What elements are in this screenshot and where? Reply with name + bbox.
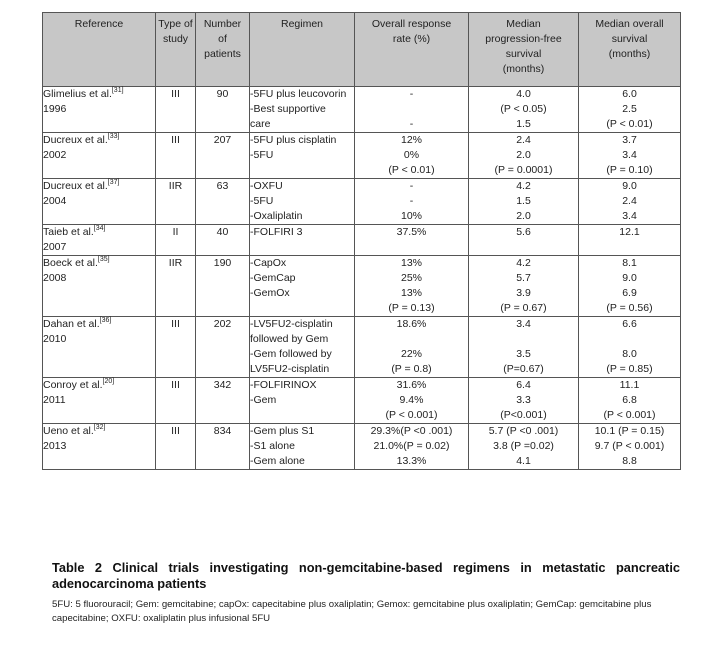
cell-line: 29.3%(P <0 .001) <box>370 425 453 437</box>
cell-line: (P = 0.0001) <box>494 164 553 176</box>
header-line: Type of <box>158 18 193 30</box>
overall-response-cell <box>355 179 469 225</box>
cell-line: -S1 alone <box>250 440 295 452</box>
citation-number: [34] <box>93 224 106 232</box>
median-pfs-cell <box>469 225 579 256</box>
header-line: rate (%) <box>392 33 431 45</box>
cell-line: 8.0 <box>622 348 637 360</box>
number-of-patients-cell: 40 <box>196 225 250 256</box>
header-line: patients <box>204 48 241 60</box>
median-pfs-cell <box>469 317 579 378</box>
type-of-study-cell: III <box>156 133 196 179</box>
cell-line: (P = 0.13) <box>388 302 435 314</box>
median-os-cell <box>579 87 681 133</box>
cell-line: -GemOx <box>250 287 290 299</box>
year-text: 2013 <box>43 440 67 452</box>
cell-line: -FOLFIRINOX <box>250 379 317 391</box>
median-os-cell <box>579 317 681 378</box>
regimen-cell <box>250 424 355 470</box>
reference-cell <box>43 225 156 256</box>
cell-line: 37.5% <box>396 226 427 238</box>
cell-line: 3.8 (P =0.02) <box>493 440 554 452</box>
cell-line: 12.1 <box>619 226 640 238</box>
cell-line: 5.7 (P <0 .001) <box>488 425 559 437</box>
type-of-study-cell: III <box>156 424 196 470</box>
median-os-cell <box>579 378 681 424</box>
cell-line: 5.7 <box>516 272 531 284</box>
cell-line: 4.0 <box>516 88 531 100</box>
cell-line: 1.5 <box>516 118 531 130</box>
year-text: 2010 <box>43 333 67 345</box>
number-of-patients-cell: 834 <box>196 424 250 470</box>
type-of-study-cell: III <box>156 317 196 378</box>
table-row-4 <box>43 225 681 256</box>
header-line: survival <box>611 33 648 45</box>
overall-response-cell <box>355 378 469 424</box>
overall-response-cell <box>355 256 469 317</box>
cell-line: 4.2 <box>516 257 531 269</box>
table-footnote: 5FU: 5 fluorouracil; Gem: gemcitabine; capOx: capecitabine plus oxaliplatin; Gemox: gemcitabine plus oxaliplatin; GemCap: gemcitabine plus capecitabine; OXFU: oxaliplatin plus infusional 5FU <box>52 599 652 624</box>
type-of-study-cell: III <box>156 87 196 133</box>
cell-line: 22% <box>400 348 422 360</box>
cell-line: 13% <box>400 257 422 269</box>
header-line: Median <box>506 18 541 30</box>
year-text: 2007 <box>43 241 67 253</box>
overall-response-cell <box>355 225 469 256</box>
cell-line <box>355 332 468 347</box>
header-number-of-patients <box>196 13 250 87</box>
citation-number: [20] <box>102 377 115 385</box>
year-text: 1996 <box>43 103 67 115</box>
cell-line: (P = 0.56) <box>606 302 653 314</box>
cell-line: 5.6 <box>516 226 531 238</box>
cell-line: -5FU plus cisplatin <box>250 134 337 146</box>
cell-line: followed by Gem <box>250 333 329 345</box>
citation-number: [33] <box>107 132 120 140</box>
cell-line: 4.2 <box>516 180 531 192</box>
cell-line: (P = 0.8) <box>391 363 432 375</box>
cell-line: -Gem <box>250 394 277 406</box>
cell-line: - <box>409 195 414 207</box>
cell-line: (P = 0.85) <box>606 363 653 375</box>
cell-line <box>469 332 578 347</box>
type-of-study-cell: IIR <box>156 256 196 317</box>
table-row-7 <box>43 378 681 424</box>
header-line: Number of <box>203 18 242 45</box>
header-line: study <box>162 33 189 45</box>
overall-response-cell <box>355 87 469 133</box>
cell-line: - <box>409 118 414 130</box>
cell-line: 13% <box>400 287 422 299</box>
median-os-cell <box>579 256 681 317</box>
year-text: 2004 <box>43 195 67 207</box>
cell-line: 3.4 <box>622 210 637 222</box>
cell-line: -CapOx <box>250 257 287 269</box>
cell-line: -5FU plus leucovorin <box>250 88 347 100</box>
header-overall-response-rate <box>355 13 469 87</box>
median-pfs-cell <box>469 378 579 424</box>
author-text: Dahan et al. <box>43 318 100 330</box>
cell-line: 6.8 <box>622 394 637 406</box>
cell-line: 11.1 <box>619 379 640 391</box>
cell-line: -LV5FU2-cisplatin <box>250 318 333 330</box>
reference-cell <box>43 133 156 179</box>
regimen-cell <box>250 87 355 133</box>
cell-line: -FOLFIRI 3 <box>250 226 303 238</box>
cell-line: 3.4 <box>516 318 531 330</box>
cell-line: 4.1 <box>516 455 531 467</box>
cell-line: 6.9 <box>622 287 637 299</box>
number-of-patients-cell: 190 <box>196 256 250 317</box>
header-median-os <box>579 13 681 87</box>
cell-line: -Gem alone <box>250 455 305 467</box>
cell-line: 6.6 <box>622 318 637 330</box>
median-os-cell <box>579 424 681 470</box>
regimen-cell <box>250 179 355 225</box>
cell-line: (P < 0.001) <box>385 409 438 421</box>
cell-line: 9.0 <box>622 272 637 284</box>
citation-number: [37] <box>107 178 120 186</box>
author-text: Ueno et al. <box>43 425 94 437</box>
cell-line: 3.9 <box>516 287 531 299</box>
cell-line: 8.8 <box>622 455 637 467</box>
cell-line: 9.4% <box>399 394 424 406</box>
table-header-row <box>43 13 681 87</box>
cell-line: 2.4 <box>516 134 531 146</box>
median-pfs-cell <box>469 87 579 133</box>
cell-line: - <box>409 180 414 192</box>
year-text: 2008 <box>43 272 67 284</box>
cell-line: -GemCap <box>250 272 296 284</box>
cell-line: (P<0.001) <box>500 409 547 421</box>
cell-line: -Oxaliplatin <box>250 210 303 222</box>
header-line: (months) <box>608 48 651 60</box>
cell-line: 12% <box>400 134 422 146</box>
cell-line: 13.3% <box>396 455 427 467</box>
type-of-study-cell: III <box>156 378 196 424</box>
table-row-1 <box>43 87 681 133</box>
citation-number: [35] <box>97 255 110 263</box>
header-line: survival <box>505 48 542 60</box>
citation-number: [32] <box>93 423 106 431</box>
header-type-of-study <box>156 13 196 87</box>
number-of-patients-cell: 90 <box>196 87 250 133</box>
median-os-cell <box>579 179 681 225</box>
cell-line: -5FU <box>250 195 274 207</box>
citation-number: [31] <box>111 86 124 94</box>
cell-line: 10% <box>400 210 422 222</box>
header-regimen: Regimen <box>250 13 355 87</box>
cell-line: 6.4 <box>516 379 531 391</box>
table-row-6 <box>43 317 681 378</box>
header-line: Median overall <box>595 18 664 30</box>
regimen-cell <box>250 378 355 424</box>
cell-line: (P=0.67) <box>503 363 544 375</box>
cell-line: 9.7 (P < 0.001) <box>594 440 665 452</box>
cell-line: (P < 0.05) <box>500 103 547 115</box>
header-line: Overall response <box>371 18 452 30</box>
cell-line: 0% <box>403 149 420 161</box>
number-of-patients-cell: 63 <box>196 179 250 225</box>
author-text: Ducreux et al. <box>43 180 108 192</box>
regimen-cell <box>250 225 355 256</box>
cell-line: 2.4 <box>622 195 637 207</box>
median-pfs-cell <box>469 424 579 470</box>
cell-line: 2.0 <box>516 149 531 161</box>
cell-line: -5FU <box>250 149 274 161</box>
number-of-patients-cell: 342 <box>196 378 250 424</box>
cell-line: 2.0 <box>516 210 531 222</box>
table-row-2 <box>43 133 681 179</box>
cell-line: (P < 0.01) <box>606 118 653 130</box>
cell-line <box>579 332 680 347</box>
cell-line: 2.5 <box>622 103 637 115</box>
type-of-study-cell: IIR <box>156 179 196 225</box>
cell-line: 31.6% <box>396 379 427 391</box>
cell-line: (P < 0.01) <box>388 164 435 176</box>
cell-line: 25% <box>400 272 422 284</box>
median-os-cell <box>579 225 681 256</box>
cell-line <box>355 102 468 117</box>
header-line: (months) <box>502 63 545 75</box>
overall-response-cell <box>355 424 469 470</box>
header-median-pfs <box>469 13 579 87</box>
median-pfs-cell <box>469 179 579 225</box>
overall-response-cell <box>355 133 469 179</box>
type-of-study-cell: II <box>156 225 196 256</box>
clinical-trials-table <box>42 12 681 470</box>
cell-line: 3.7 <box>622 134 637 146</box>
cell-line: (P < 0.001) <box>603 409 656 421</box>
cell-line: 18.6% <box>396 318 427 330</box>
reference-cell <box>43 87 156 133</box>
number-of-patients-cell: 202 <box>196 317 250 378</box>
author-text: Taieb et al. <box>43 226 94 238</box>
reference-cell <box>43 378 156 424</box>
regimen-cell <box>250 256 355 317</box>
cell-line: 10.1 (P = 0.15) <box>594 425 665 437</box>
cell-line: LV5FU2-cisplatin <box>250 363 330 375</box>
cell-line: 3.3 <box>516 394 531 406</box>
reference-cell <box>43 317 156 378</box>
cell-line: 3.5 <box>516 348 531 360</box>
author-text: Glimelius et al. <box>43 88 112 100</box>
table-row-5 <box>43 256 681 317</box>
cell-line: 1.5 <box>516 195 531 207</box>
cell-line: -Gem plus S1 <box>250 425 315 437</box>
reference-cell <box>43 424 156 470</box>
year-text: 2002 <box>43 149 67 161</box>
citation-number: [36] <box>99 316 112 324</box>
cell-line: (P = 0.67) <box>500 302 547 314</box>
cell-line: care <box>250 118 271 130</box>
author-text: Conroy et al. <box>43 379 103 391</box>
reference-cell <box>43 179 156 225</box>
median-pfs-cell <box>469 133 579 179</box>
table-row-8 <box>43 424 681 470</box>
cell-line: (P = 0.10) <box>606 164 653 176</box>
cell-line: 9.0 <box>622 180 637 192</box>
header-reference: Reference <box>43 13 156 87</box>
cell-line: 21.0%(P = 0.02) <box>373 440 450 452</box>
cell-line: 6.0 <box>622 88 637 100</box>
cell-line: -Best supportive <box>250 103 326 115</box>
table-caption: Table 2 Clinical trials investigating non-gemcitabine-based regimens in metastatic pancreatic adenocarcinoma patients <box>52 560 680 591</box>
cell-line: 3.4 <box>622 149 637 161</box>
number-of-patients-cell: 207 <box>196 133 250 179</box>
median-pfs-cell <box>469 256 579 317</box>
author-text: Ducreux et al. <box>43 134 108 146</box>
cell-line: -OXFU <box>250 180 283 192</box>
cell-line: -Gem followed by <box>250 348 332 360</box>
header-line: progression-free <box>485 33 562 45</box>
cell-line: - <box>409 88 414 100</box>
regimen-cell <box>250 317 355 378</box>
table-row-3 <box>43 179 681 225</box>
year-text: 2011 <box>43 394 66 406</box>
author-text: Boeck et al. <box>43 257 98 269</box>
median-os-cell <box>579 133 681 179</box>
overall-response-cell <box>355 317 469 378</box>
reference-cell <box>43 256 156 317</box>
regimen-cell <box>250 133 355 179</box>
cell-line: 8.1 <box>622 257 637 269</box>
